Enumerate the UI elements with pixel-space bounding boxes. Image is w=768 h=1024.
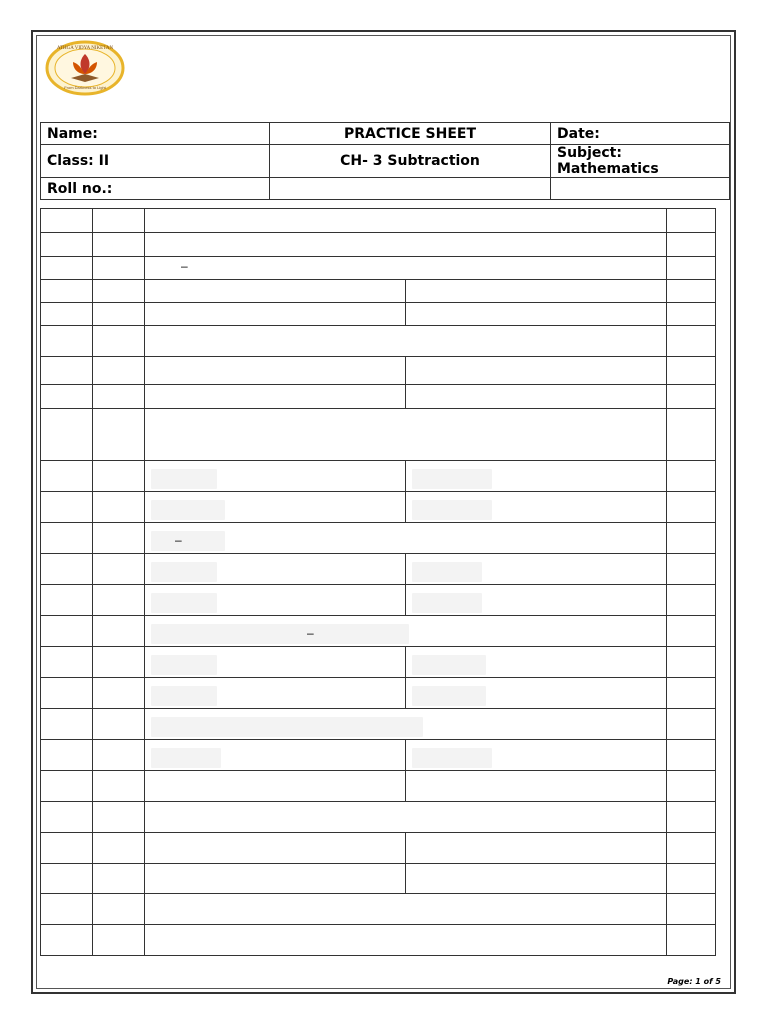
table-row: [41, 326, 716, 357]
date-label: Date:: [551, 123, 730, 145]
redacted-text: [412, 562, 482, 582]
table-row: [41, 233, 716, 257]
table-row: [41, 709, 716, 740]
table-row: [41, 492, 716, 523]
class-label: Class: II: [41, 145, 270, 178]
table-row: [41, 357, 716, 385]
minus-sign: –: [307, 626, 314, 640]
redacted-text: [151, 686, 217, 706]
school-logo: [45, 40, 125, 96]
table-row: [41, 585, 716, 616]
name-label: Name:: [41, 123, 270, 145]
table-row: [41, 771, 716, 802]
redacted-text: [151, 624, 409, 644]
redacted-text: [412, 593, 482, 613]
logo-text: ATHGA VIDYA NIKETAN: [56, 46, 114, 51]
redacted-text: [151, 469, 217, 489]
sheet-title: PRACTICE SHEET: [270, 123, 551, 145]
table-row: [41, 385, 716, 409]
chapter-title: CH- 3 Subtraction: [270, 145, 551, 178]
empty-cell: [551, 178, 730, 200]
redacted-text: [412, 469, 492, 489]
redacted-text: [151, 593, 217, 613]
table-row: [41, 925, 716, 956]
table-row: [41, 554, 716, 585]
redacted-text: [151, 717, 423, 737]
subject-label: Subject: Mathematics: [551, 145, 730, 178]
table-row: [41, 523, 716, 554]
table-row: [41, 303, 716, 326]
redacted-text: [412, 686, 486, 706]
redacted-text: [412, 655, 486, 675]
empty-cell: [270, 178, 551, 200]
redacted-text: [151, 655, 217, 675]
page-number: Page: 1 of 5: [667, 977, 721, 986]
table-row: [41, 647, 716, 678]
table-row: [41, 616, 716, 647]
question-table: [40, 208, 716, 956]
logo-motto: From Darkness to Light: [64, 85, 106, 90]
minus-sign: –: [181, 259, 188, 273]
table-row: [41, 209, 716, 233]
header-table: [40, 122, 730, 200]
redacted-text: [151, 562, 217, 582]
table-row: [41, 461, 716, 492]
table-row: [41, 802, 716, 833]
table-row: [41, 833, 716, 864]
redacted-text: [151, 500, 225, 520]
roll-label: Roll no.:: [41, 178, 270, 200]
table-row: [41, 409, 716, 461]
table-row: [41, 740, 716, 771]
table-row: [41, 864, 716, 894]
minus-sign: –: [175, 533, 182, 547]
redacted-text: [151, 748, 221, 768]
table-row: [41, 257, 716, 280]
table-row: [41, 678, 716, 709]
redacted-text: [412, 748, 492, 768]
redacted-text: [412, 500, 492, 520]
table-row: [41, 280, 716, 303]
redacted-text: [151, 531, 225, 551]
table-row: [41, 894, 716, 925]
